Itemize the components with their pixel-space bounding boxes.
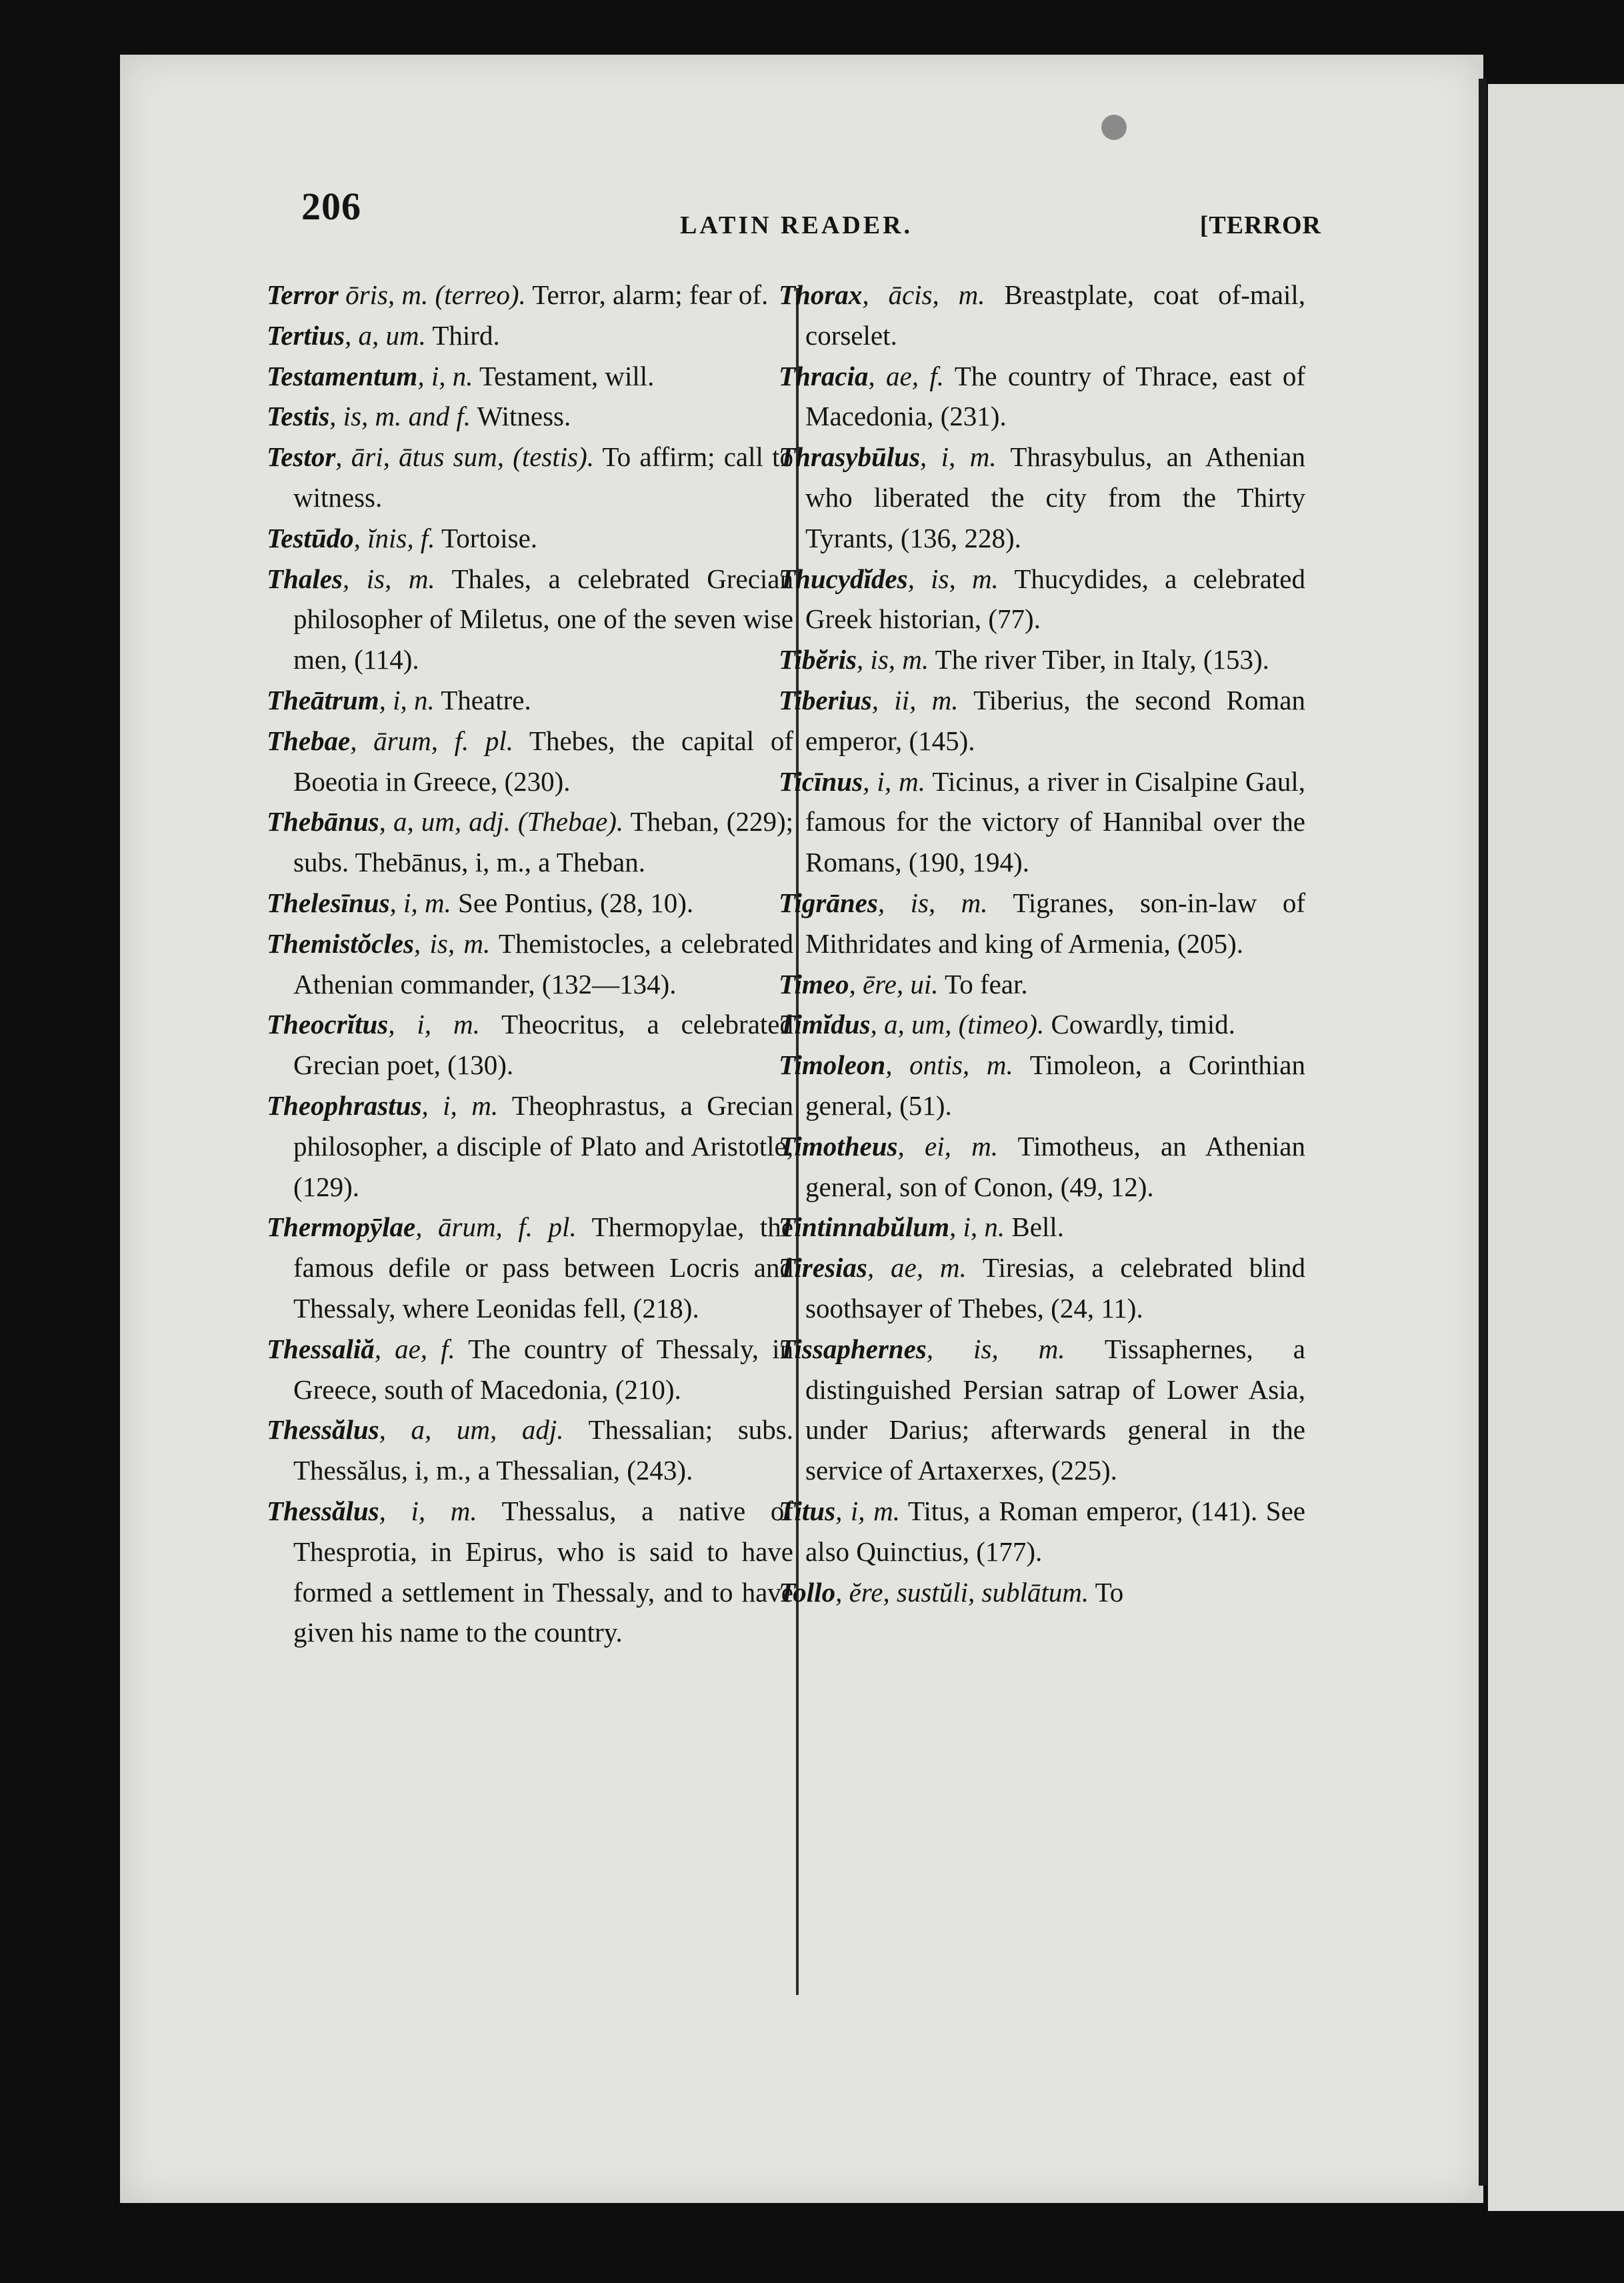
entry-definition: Breastplate, coat of-mail, corselet. [805,279,1306,351]
entry-grammar: , ei, m. [897,1130,998,1162]
entry-headword: Tertius [267,319,345,351]
entry-grammar: , is, m. and f. [329,401,471,432]
entry-definition: Thebes, the capital of Boeotia in Greece, (230). [293,725,793,797]
entry-definition: The river Tiber, in Italy, (153). [929,644,1269,675]
dictionary-entry [267,396,793,437]
left-column [267,275,793,1653]
dictionary-entry [267,721,793,802]
entry-definition: Titus, a Roman emperor, (141). See also Quinctius, (177). [805,1495,1305,1567]
running-title: LATIN READER. [680,211,913,239]
entry-headword: Tollo [779,1576,836,1608]
entry-headword: Thales [267,563,343,594]
dictionary-entry [779,1248,1305,1329]
entry-grammar: , ae, f. [374,1333,455,1364]
entry-grammar: , i, n. [379,684,435,715]
entry-headword: Tiresias [779,1252,867,1284]
dictionary-entry [779,680,1305,761]
entry-grammar: , ĕre, sustŭli, sublātum. [835,1576,1089,1608]
entry-grammar: , ĭnis, f. [353,522,435,553]
entry-headword: Theātrum [267,684,379,715]
entry-headword: Timoleon [779,1049,886,1081]
page-header [301,184,1321,251]
entry-grammar: , is, m. [926,1333,1065,1364]
entry-definition: Thucydides, a celebrated Greek historian, (77). [805,563,1305,635]
dictionary-entry [267,680,793,721]
dictionary-entry [267,559,793,680]
entry-grammar: , i, m. [389,887,451,918]
entry-headword: Theophrastus [267,1089,422,1121]
entry-headword: Timotheus [779,1130,898,1162]
dictionary-entry [779,1045,1305,1126]
dictionary-entry [779,1207,1305,1248]
entry-headword: Thucydĭdes [779,563,908,594]
entry-definition: Thales, a celebrated Grecian philosopher of Miletus, one of the seven wise men, (114). [293,563,793,675]
dictionary-entry [779,559,1305,640]
dictionary-entry [267,518,793,559]
entry-grammar: , ae, m. [867,1252,967,1284]
entry-headword: Testor [267,441,336,473]
entry-grammar: , a, um. [344,319,426,351]
entry-definition: Themistocles, a celebrated Athenian commander, (132—134). [293,927,793,999]
entry-grammar: , ācis, m. [862,279,985,310]
entry-headword: Thorax [779,279,863,310]
entry-definition: Testament, will. [473,360,655,391]
entry-headword: Tibĕris [779,644,857,675]
entry-definition: Timotheus, an Athenian general, son of Conon, (49, 12). [805,1130,1305,1202]
entry-headword: Testamentum [267,360,418,391]
entry-headword: Timĭdus [779,1009,871,1040]
entry-grammar: , a, um, adj. (Thebae). [379,806,624,837]
entry-grammar: , i, m. [379,1495,477,1526]
entry-definition: Third. [425,319,500,351]
entry-headword: Terror [267,279,339,310]
entry-grammar: , is, m. [856,644,929,675]
entry-grammar: , i, n. [949,1212,1005,1243]
dictionary-entry [267,1410,793,1491]
entry-definition: The country of Thrace, east of Macedonia, (231). [805,360,1306,432]
entry-headword: Tiberius [779,684,872,715]
ink-spot [1101,115,1127,140]
dictionary-entry [267,1329,793,1410]
entry-grammar: , ēre, ui. [849,968,939,999]
entry-headword: Thessaliă [267,1333,375,1364]
dictionary-entry [267,801,793,883]
dictionary-entry [779,275,1305,356]
entry-grammar: , is, m. [877,887,988,918]
entry-definition: Terror, alarm; fear of. [525,279,769,310]
entry-grammar: , ae, f. [868,360,945,391]
catchword: [TERROR [1199,211,1321,239]
entry-definition: Theocritus, a celebrated Grecian poet, (130). [293,1009,793,1081]
entry-grammar: , is, m. [413,927,491,959]
entry-headword: Tintinnabŭlum [779,1212,949,1243]
entry-definition: Tortoise. [435,522,538,553]
entry-headword: Themistŏcles [267,927,414,959]
entry-definition: Thermopylae, the famous defile or pass between Locris and Thessaly, where Leonidas fell, (218). [293,1212,793,1324]
entry-grammar: , āri, ātus sum, (testis). [335,441,595,473]
entry-grammar: , i, n. [417,360,473,391]
entry-grammar: , i, m. [388,1009,480,1040]
dictionary-entry [779,639,1305,680]
entry-headword: Thrasybūlus [779,441,920,473]
dictionary-entry [779,761,1305,883]
entry-headword: Thebānus [267,806,379,837]
dictionary-entry [779,1329,1305,1491]
entry-headword: Thelesīnus [267,887,390,918]
entry-headword: Thessălus [267,1414,379,1446]
entry-headword: Timeo [779,968,849,999]
dictionary-entry [779,883,1305,964]
entry-definition: The country of Thessaly, in Greece, south of Macedonia, (210). [293,1333,793,1405]
dictionary-entry [779,1572,1305,1613]
entry-headword: Testis [267,401,330,432]
entry-grammar: , ontis, m. [885,1049,1013,1081]
entry-definition: Witness. [471,401,571,432]
entry-headword: Titus [779,1495,836,1526]
right-column [779,275,1305,1612]
entry-definition: Tigranes, son-in-law of Mithridates and king of Armenia, (205). [805,887,1305,959]
entry-definition: Thessalian; subs. Thessălus, i, m., a Thessalian, (243). [293,1414,793,1486]
entry-grammar: , is, m. [342,563,435,594]
dictionary-entry [779,1004,1305,1045]
entry-definition: Theatre. [434,684,531,715]
entry-headword: Tissaphernes [779,1333,927,1364]
entry-definition: Tiberius, the second Roman emperor, (145). [805,684,1305,756]
entry-grammar: , i, m. [835,1495,901,1526]
page-number: 206 [301,185,361,228]
entry-grammar: ōris, m. (terreo). [338,279,526,310]
entry-definition: Tiresias, a celebrated blind soothsayer of Thebes, (24, 11). [805,1252,1305,1324]
entry-headword: Ticīnus [779,765,863,797]
dictionary-entry [267,883,793,923]
dictionary-entry [267,1004,793,1085]
dictionary-entry [267,1207,793,1328]
entry-definition: Theban, (229); subs. Thebānus, i, m., a Theban. [293,806,793,878]
entry-headword: Theocrĭtus [267,1009,389,1040]
entry-grammar: , ārum, f. pl. [350,725,514,756]
entry-grammar: , i, m. [421,1089,499,1121]
dictionary-entry [267,437,793,518]
entry-definition: To [1089,1576,1124,1608]
page-edge [1479,79,1487,2186]
entry-definition: Bell. [1005,1212,1064,1243]
entry-definition: Thessalus, a native of Thesprotia, in Epirus, who is said to have formed a settlement in Thessaly, and to have given his name to the country. [293,1495,793,1648]
facing-page-strip [1488,84,1624,2211]
dictionary-entry [267,1085,793,1207]
entry-headword: Tigrānes [779,887,878,918]
dictionary-entry [267,275,793,315]
entry-grammar: , i, m. [863,765,926,797]
entry-headword: Thermopȳlae [267,1212,416,1243]
entry-grammar: , a, um, adj. [379,1414,564,1446]
dictionary-entry [779,356,1305,437]
entry-definition: See Pontius, (28, 10). [451,887,694,918]
entry-headword: Thebae [267,725,351,756]
dictionary-entry [779,437,1305,558]
dictionary-entry [267,356,793,397]
dictionary-entry [267,315,793,356]
entry-definition: Timoleon, a Corinthian general, (51). [805,1049,1305,1121]
dictionary-entry [267,923,793,1005]
entry-definition: Ticinus, a river in Cisalpine Gaul, famous for the victory of Hannibal over the Romans, (190, 194). [805,765,1305,878]
entry-grammar: , a, um, (timeo). [870,1009,1045,1040]
entry-headword: Thracia [779,360,869,391]
dictionary-entry [267,1491,793,1653]
entry-grammar: , ārum, f. pl. [415,1212,577,1243]
entry-definition: Cowardly, timid. [1044,1009,1235,1040]
entry-grammar: , is, m. [907,563,999,594]
dictionary-entry [779,1491,1305,1572]
entry-definition: Tissaphernes, a distinguished Persian satrap of Lower Asia, under Darius; afterwards general in the service of Artaxerxes, (225). [805,1333,1305,1486]
entry-headword: Testūdo [267,522,354,553]
entry-definition: To affirm; call to witness. [293,441,793,513]
dictionary-entry [779,964,1305,1005]
entry-definition: Theophrastus, a Grecian philosopher, a disciple of Plato and Aristotle, (129). [293,1089,794,1202]
dictionary-entry [779,1126,1305,1208]
entry-headword: Thessălus [267,1495,379,1526]
entry-definition: Thrasybulus, an Athenian who liberated the city from the Thirty Tyrants, (136, 228). [805,441,1306,553]
entry-definition: To fear. [938,968,1028,999]
entry-grammar: , i, m. [919,441,997,473]
entry-grammar: , ii, m. [871,684,959,715]
